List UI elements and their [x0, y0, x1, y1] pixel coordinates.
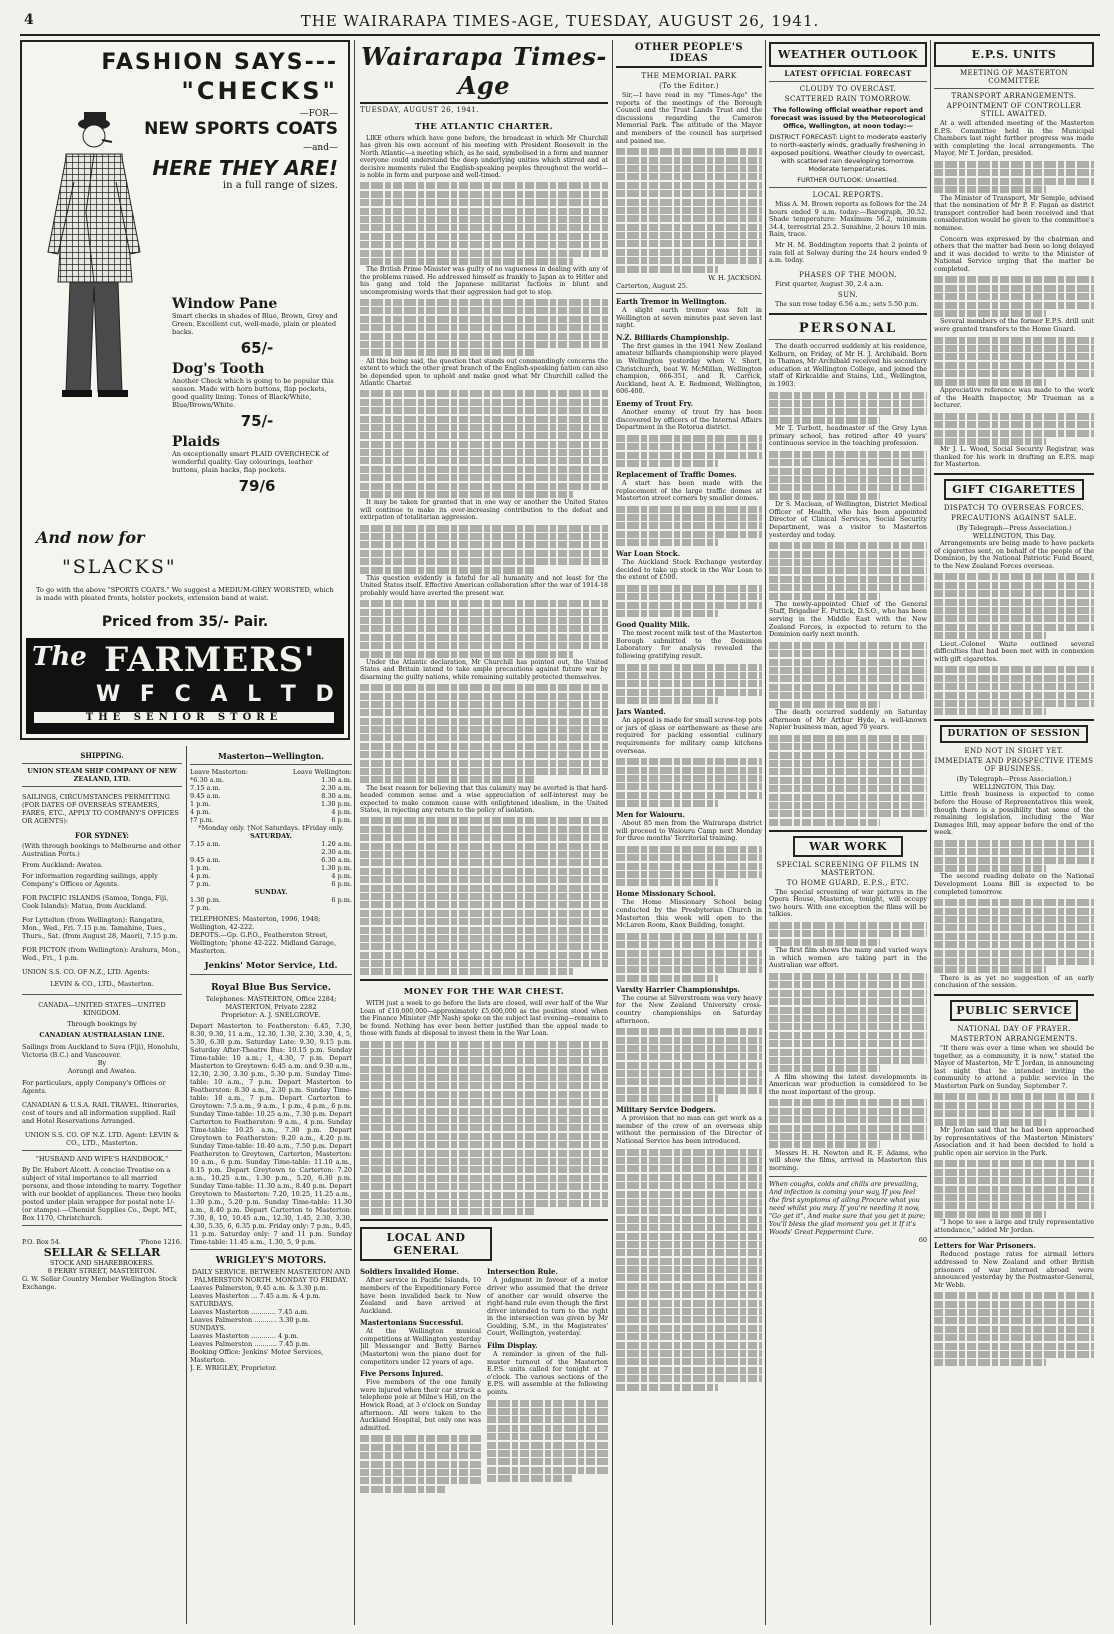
shipping-sydney-via: (With through bookings to Melbourne and other Australian Ports.): [22, 842, 181, 858]
bus-sunday: SUNDAY.: [254, 888, 288, 896]
weather-district: DISTRICT FORECAST: Light to moderate easterly to north-easterly winds, gradually freshening in exposed positions. Weather cloudy to overcast, with scattered rain developing tomorrow. Moderate temperatures.: [769, 133, 927, 173]
depart-wellington: 4 p.m.: [331, 808, 352, 816]
ad-headline: FASHION SAYS---: [101, 50, 338, 75]
session-subtitle-2: IMMEDIATE AND PROSPECTIVE ITEMS OF BUSINESS.: [934, 757, 1094, 774]
people-place: Carterton, August 25.: [616, 282, 688, 291]
gift-subtitle-2: PRECAUTIONS AGAINST SALE.: [951, 514, 1077, 523]
people-subtitle: THE MEMORIAL PARK: [641, 71, 737, 80]
bus-column: [190, 746, 352, 1626]
local-item-heading: Mastertonians Successful.: [360, 1318, 464, 1328]
depart-wellington: 6 p.m.: [331, 816, 352, 824]
wrigley-row: Leaves Palmerston ........... 3.30 p.m.: [190, 1316, 311, 1324]
shipping-sydney-info: For information regarding sailings, apply Company's Offices or Agents.: [22, 872, 158, 888]
bus-timetable-saturday: [190, 840, 352, 888]
column-rule: [612, 40, 613, 1625]
editorial-paragraph: Under the Atlantic declaration, Mr Churchill has pointed out, the United States and Britain intend to take ample precautions against future war by disarming the guilty nations, while remaining suitably protected themselves.: [360, 658, 608, 681]
depart-masterton: 1.30 p.m.: [190, 896, 221, 904]
gift-subtitle: DISPATCH TO OVERSEAS FORCES.: [943, 504, 1085, 513]
farmers-advertisement: [20, 40, 350, 740]
logo-sub: W F C A L T D: [96, 682, 340, 707]
people-item-heading: Good Quality Milk.: [616, 620, 690, 630]
public-service-paragraph: "I hope to see a large and truly representative attendance," added Mr Jordan.: [934, 1218, 1094, 1234]
war-work-paragraph: A film showing the latest developments in American war production is considered to be the most important of the group.: [769, 1072, 927, 1096]
local-item-heading: Intersection Rule.: [487, 1267, 558, 1277]
bus-timetable-sunday: [190, 896, 352, 912]
royal-blue-telephones: Telephones: MASTERTON, Office 2284; MASTERTON, Private 2282: [205, 995, 337, 1011]
local-item-heading: Film Display.: [487, 1341, 538, 1351]
royal-blue-heading: Royal Blue Bus Service.: [211, 983, 331, 993]
local-reports-2: Mr H. M. Boddington reports that 2 points of rain fell at Solway during the 24 hours ended 9 a.m. today.: [769, 240, 927, 265]
weather-column: [769, 40, 927, 1625]
timetable-row: [190, 808, 352, 816]
depart-masterton: 9.45 a.m.: [190, 856, 221, 864]
weather-further: FURTHER OUTLOOK: Unsettled.: [797, 176, 899, 184]
session-paragraph: The second reading debate on the National Development Loans Bill is expected to be completed tomorrow.: [934, 872, 1094, 896]
bus-note: *Monday only. †Not Saturdays. ‡Friday only.: [198, 824, 344, 832]
weather-intro: The following official weather report and forecast was issued by the Meteorological Office, Wellington, at noon today:—: [770, 106, 926, 130]
logo-the: The: [32, 642, 87, 672]
people-signature: W. H. JACKSON.: [708, 274, 762, 283]
wrigley-row: Leaves Masterton ... 7.45 a.m. & 4 p.m.: [190, 1292, 321, 1300]
sun-text: The sun rose today 6.56 a.m.; sets 5.50 p.m.: [775, 300, 919, 309]
people-item-heading: Replacement of Traffic Domes.: [616, 469, 737, 479]
gift-title: GIFT CIGARETTES: [944, 479, 1084, 500]
shipping-lyttelton: For Lyttelton (from Wellington): Rangatira, Mon., Wed., Fri. 7.15 p.m. Tamahine, Tues., Thurs., Sat. (from August 28, Maori), 7.15 p.m.: [22, 916, 178, 940]
ad-here-they-are: HERE THEY ARE!: [152, 156, 338, 180]
gift-paragraph: Arrangements are being made to have packets of cigarettes sent, on behalf of the people of the Dominion, by the National Patriotic Fund Board, to the New Zealand Forces overseas.: [934, 539, 1094, 570]
wrigley-row: Leaves Palmerston, 9.45 a.m. & 3.30 p.m.: [190, 1284, 328, 1292]
item-description: Smart checks in shades of Blue, Brown, Grey and Green. Excellent cut, well-made, plain or pleated backs.: [172, 312, 338, 336]
ad-and-now: And now for: [36, 528, 145, 547]
local-item-heading: Soldiers Invalided Home.: [360, 1267, 460, 1277]
wrigley-row: SATURDAYS.: [190, 1300, 234, 1308]
public-service-title: PUBLIC SERVICE: [950, 1000, 1078, 1021]
shipping-bookings: Through bookings by: [67, 1020, 137, 1028]
eps-title: E.P.S. UNITS: [971, 48, 1057, 61]
shipping-sydney-from: From Auckland: Awatea.: [22, 861, 104, 869]
local-item-text: After service in Pacific Islands, 10 members of the Expeditionary Force have been invalided back to New Zealand and have arrived at Auckland.: [360, 1276, 481, 1315]
local-item-text: At the Wellington musical competitions at Wellington yesterday Jill Messenger and Betty Barnes (Masterton) won the piano duet for competitors under 12 years of age.: [360, 1327, 481, 1366]
shipping-canada: CANADA—UNITED STATES—UNITED KINGDOM.: [38, 1001, 166, 1017]
timetable-row: [190, 776, 352, 784]
eps-column: [934, 40, 1094, 1625]
eps-subtitle-3: APPOINTMENT OF CONTROLLER STILL AWAITED.: [946, 102, 1082, 118]
wrigley-row: Booking Office: Jenkins' Motor Services, Masterton.: [190, 1348, 324, 1364]
money-title: MONEY FOR THE WAR CHEST.: [403, 987, 565, 998]
royal-blue-times: Depart Masterton to Featherston: 6.45, 7.30, 8.30, 9.30, 11 a.m., 12.30, 1.30, 2.30, 3.30, 4, 5, 5.30, 6.30 p.m. Saturday Late: 9.30, 9.15 p.m. Saturday After-Theatre Bus: 10.15 p.m. Sunday Time-table: 10 a.m.; 1, 4.30, 7 p.m. Depart Masterton to Greytown: 6.45 a.m. and 9.30 a.m., 12.30, 2.30, 3.30 p.m., 5.30 p.m. Sunday Time-table: 10 a.m., 7 p.m. Depart Masterton to Featherston: 8.30 a.m., 2.30 p.m. Sunday Time-table: 10 a.m., 7 p.m. Depart Carterton to Greytown: 7.5 a.m., 9 a.m., 1 p.m., 4 p.m., 6 p.m. Sunday Time-table: 10.25 a.m., 7.30 p.m. Depart Carterton to Featherston: 9 a.m., 4 p.m. Sunday Time-table: 10.25 a.m., 7.30 p.m. Depart Greytown to Featherston: 9.20 a.m., 4.20 p.m. Sunday Time-table: 10.40 a.m., 7.50 p.m. Depart Featherston to Greytown, Carterton, Masterton: 10 a.m., 6 p.m. Sunday Time-table: 11.10 a.m., 8.15 p.m. Depart Greytown to Carterton: 7.20 a.m., 10.25 a.m., 1.30 p.m., 5.20, 6.30 p.m. Sunday Time-table: 11.30 a.m., 8.40 p.m. Depart Greytown to Masterton: 7.20, 10.25, 11.25 a.m., 1.30 p.m., 5.20 p.m. Sunday Time-table: 11.30 a.m., 8.40 p.m. Depart Carterton to Masterton: 7.30, 8, 10, 10.45 a.m., 12.30, 1.45, 2.30, 3.30, 4.30, 5.35, 6, 6.35 p.m. Friday only: 7 p.m., 9.45, 11 p.m. Saturday only: 7 and 11 p.m. Sunday Time-table: 11.45 a.m., 1.30, 5, 9 p.m.: [190, 1022, 352, 1246]
people-item-text: The Auckland Stock Exchange yesterday decided to take up stock in the War Loan to the extent of £500.: [616, 558, 762, 582]
local-item-text: A reminder is given of the full-muster turnout of the Masterton E.P.S. units called for tonight at 7 o'clock. The various sections of the E.P.S. will assemble at the following points.: [487, 1350, 608, 1397]
depart-masterton: 7.15 a.m.: [190, 784, 221, 792]
timetable-row: [190, 856, 352, 864]
gift-byline: (By Telegraph—Press Association.) WELLINGTON, This Day.: [956, 524, 1072, 541]
shipping-ships: Aorangi and Awatea.: [67, 1067, 137, 1075]
item-description: Another Check which is going to be popular this season. Made with horn buttons, flap pockets, good quality lining. Tones of Black/White, Blue/Brown/White.: [172, 377, 334, 409]
timetable-row: [190, 840, 352, 848]
war-work-paragraph: The first film shows the many and varied ways in which women are taking part in the Australian war effort.: [769, 946, 927, 970]
logo-tagline: THE SENIOR STORE: [34, 712, 334, 723]
depart-masterton: 7.15 a.m.: [190, 840, 221, 848]
public-service-paragraph: Mr Jordan said that he had been approached by representatives of the Masterton Ministers' Association and it had been decided to hold a public open air service in the Park.: [934, 1126, 1094, 1157]
page-header: [20, 10, 1100, 36]
public-service-paragraph: "If there was ever a time when we should be together, as a community, it is now," stated the Mayor of Masterton, Mr T. Jordan, in announcing last night that he intended inviting the community to attend a public service in the Masterton Park on Sunday, September 7.: [934, 1043, 1094, 1090]
ad-price-line: Priced from 35/- Pair.: [101, 614, 269, 630]
shipping-agents-title: UNION S.S. CO. OF N.Z., LTD. Agents:: [22, 968, 150, 976]
coat-item-list: [172, 292, 342, 498]
bus-saturday: SATURDAY.: [250, 832, 292, 840]
ad-slacks: "SLACKS": [62, 556, 177, 578]
local-general-title: LOCAL AND GENERAL: [360, 1227, 492, 1261]
people-item-heading: Men for Waiouru.: [616, 810, 685, 820]
farmers-logo: [26, 638, 344, 734]
session-paragraph: Little fresh business is expected to come before the House of Representatives this week, though there is a possibility that some of the remaining legislation, including the War Damages Bill, may appear before the end of the week.: [934, 790, 1094, 837]
timetable-row: [190, 896, 352, 904]
bus-col-masterton: Leave Masterton:: [190, 768, 248, 776]
session-paragraph: There is as yet no suggestion of an early conclusion of the session.: [934, 973, 1094, 990]
bus-timetable-weekday: [190, 776, 352, 824]
war-work-subtitle: SPECIAL SCREENING OF FILMS IN MASTERTON.: [776, 860, 920, 877]
letters-prisoners-heading: Letters for War Prisoners.: [934, 1241, 1036, 1251]
ad-sports-coats: NEW SPORTS COATS: [144, 119, 338, 139]
sellar-phone: 'Phone 1216.: [139, 1238, 182, 1246]
sellar-name: SELLAR & SELLAR: [43, 1246, 161, 1259]
people-item-text: The most recent milk test of the Masterton Borough submitted to the Dominion Laboratory for analysis revealed the following gratifying result.: [616, 629, 762, 660]
depart-wellington: 1.30 p.m.: [321, 864, 352, 872]
session-subtitle: END NOT IN SIGHT YET.: [964, 747, 1064, 756]
bus-depots: DEPOTS.—Gp. G.P.O., Featherston Street, Wellington; 'phone 42-222. Midland Garage, Masterton.: [190, 931, 337, 955]
session-byline: (By Telegraph—Press Association.) WELLINGTON, This Day.: [956, 775, 1072, 792]
local-item-heading: Five Persons Injured.: [360, 1369, 444, 1379]
public-service-subtitle: NATIONAL DAY OF PRAYER.: [957, 1024, 1071, 1033]
timetable-row: [190, 792, 352, 800]
shipping-agents: LEVIN & CO., LTD., Masterton.: [50, 980, 154, 988]
page-number: 4: [24, 12, 34, 28]
war-work-paragraph: The special screening of war pictures in the Opera House, Masterton, tonight, will occupy two hours. With one exception the films will be talkies.: [769, 887, 927, 919]
people-letter: Sir,—I have read in my "Times-Age" the reports of the meetings of the Borough Council and the Trust Lands Trust and the discussions regarding the Cameron Memorial Park. The attitude of the Mayor and members of the council has surprised and pained me.: [616, 91, 762, 145]
depart-wellington: 6 p.m.: [331, 880, 352, 888]
depart-wellington: 8.30 a.m.: [321, 792, 352, 800]
timetable-row: [190, 872, 352, 880]
local-reports: Miss A. M. Brown reports as follows for the 24 hours ended 9 a.m. today:—Barograph, 30.52. Shade temperature: Maximum 56.2, minimum 34.4, terrestrial 25.2. Sunshine, 2 hours 10 min. Rain, trace.: [769, 200, 927, 239]
personal-paragraph: The newly-appointed Chief of the General Staff, Brigadier E. Puttick, D.S.O., who has been serving in the Middle East with the New Zealand Forces, is expected to return to the Dominion early next month.: [769, 599, 927, 639]
depart-wellington: 2.30 a.m.: [321, 848, 352, 856]
war-work-title: WAR WORK: [793, 836, 903, 857]
shipping-cal: CANADIAN AUSTRALASIAN LINE.: [39, 1031, 165, 1039]
moon-title: PHASES OF THE MOON.: [799, 270, 897, 279]
people-item-heading: Varsity Harrier Championships.: [616, 984, 740, 994]
depart-wellington: 6 p.m.: [331, 896, 352, 904]
people-item-text: A provision that no man can get work as a member of the crew of an overseas ship without the permission of the Director of National Service has been introduced.: [616, 1114, 762, 1146]
shipping-by: By: [97, 1059, 107, 1067]
local-col-right: [487, 1264, 608, 1494]
column-rule: [354, 40, 355, 1625]
column-rule: [186, 746, 187, 1624]
letters-column: [616, 40, 762, 1625]
shipping-sydney: FOR SYDNEY:: [75, 831, 129, 840]
sellar-contacts: [22, 1238, 182, 1246]
weather-subtitle: LATEST OFFICIAL FORECAST: [784, 69, 912, 78]
people-item-text: An appeal is made for small screw-top pots or jars of glass or earthenware as these are required for packing essential culinary requirements for military camp kitchens overseas.: [616, 716, 762, 755]
royal-blue-proprietor: Proprietor: A. J. SNELGROVE.: [221, 1011, 321, 1019]
eps-paragraph: Mr J. L. Wood, Social Security Registrar, was thanked for his work in drafting an E.P.S. map for Masterton.: [934, 445, 1094, 469]
bus-col-wellington: Leave Wellington:: [292, 768, 352, 776]
coat-item: [172, 361, 342, 430]
ad-and: —and—: [303, 143, 338, 153]
wrigley-sub: DAILY SERVICE. BETWEEN MASTERTON AND PALMERSTON NORTH. MONDAY TO FRIDAY.: [191, 1268, 351, 1284]
depart-masterton: 1 p.m.: [190, 800, 211, 808]
local-col-left: [360, 1264, 481, 1494]
wrigley-timetable: [190, 1284, 352, 1372]
depart-wellington: 1.20 a.m.: [321, 840, 352, 848]
timetable-row: [190, 848, 352, 856]
coat-item: [172, 434, 342, 495]
wrigley-row: Leaves Masterton ............ 4 p.m.: [190, 1332, 299, 1340]
editorial-paragraph: All this being said, the question that stands out commandingly concerns the extent to which the other great branch of the English-speaking nation can also be depended upon to uphold and make good what Mr Churchill called the Atlantic Charter.: [360, 357, 608, 387]
eps-subtitle-2: TRANSPORT ARRANGEMENTS.: [951, 92, 1077, 100]
personal-paragraph: The death occurred suddenly on Saturday afternoon of Mr Arthur Hyde, a well-known Napier business man, aged 70 years.: [769, 707, 927, 732]
bus-columns: [190, 768, 352, 776]
letters-prisoners-text: Reduced postage rates for airmail letters addressed to New Zealand and other British prisoners of war interned abroad were announced yesterday by the Postmaster-General, Mr Webb.: [934, 1250, 1094, 1289]
eps-paragraph: At a well attended meeting of the Masterton E.P.S. Committee held in the Municipal Chambers last night further progress was made with completing the local arrangements. The Mayor, Mr T. Jordan, presided.: [934, 119, 1094, 158]
personal-paragraph: Dr S. Maclean, of Wellington, District Medical Officer of Health, who has been appointed Director of Clinical Services, Social Security Department, was a visitor to Masterton yesterday and today.: [769, 500, 927, 539]
shipping-notice: SAILINGS, CIRCUMSTANCES PERMITTING (FOR DATES OF OVERSEAS STEAMERS, FARES, ETC., APPLY TO COMPANY'S OFFICES OR AGENTS):: [22, 793, 179, 825]
public-service-subtitle-2: MASTERTON ARRANGEMENTS.: [950, 1034, 1078, 1043]
depart-masterton: 7 p.m.: [190, 904, 211, 912]
people-item-heading: Jars Wanted.: [616, 707, 666, 717]
wrigley-row: Leaves Palmerston ........... 7.45 p.m.: [190, 1340, 311, 1348]
depart-wellington: 1.30 p.m.: [321, 800, 352, 808]
moon-text: First quarter, August 30, 2.4 a.m.: [775, 279, 884, 288]
depart-wellington: 4 p.m.: [331, 872, 352, 880]
ad-for: —FOR—: [299, 109, 338, 119]
item-name: Plaids: [172, 434, 220, 450]
item-description: An exceptionally smart PLAID OVERCHECK of wonderful quality. Gay colourings, leather buttons, plain backs, flap pockets.: [172, 450, 329, 474]
depart-masterton: *6.30 a.m.: [190, 776, 224, 784]
eps-box: [934, 42, 1094, 67]
people-item-text: A slight earth tremor was felt in Wellington at seven minutes past seven last night.: [616, 306, 762, 330]
depart-masterton: 4 p.m.: [190, 808, 211, 816]
ad-checks: "CHECKS": [181, 77, 338, 105]
weather-box: [769, 42, 927, 67]
depart-masterton: 7 p.m.: [190, 880, 211, 888]
timetable-row: [190, 904, 352, 912]
item-price: 75/-: [240, 412, 274, 430]
editorial-lead: LIKE others which have gone before, the broadcast in which Mr Churchill has given his own account of his meeting with President Roosevelt in the North Atlantic—a meeting which, as he said, symbolised in a form and manner everyone could understand the deep underlying unities which stirred and at decisive moments ruled the English-speaking peoples throughout the world—is noble in form and purpose and well-timed.: [360, 135, 608, 180]
people-item-heading: Home Missionary School.: [616, 889, 716, 899]
page-title: THE WAIRARAPA TIMES-AGE, TUESDAY, AUGUST 26, 1941.: [300, 12, 820, 30]
bus-heading: Masterton—Wellington.: [218, 751, 324, 761]
depart-wellington: 1.30 a.m.: [321, 776, 352, 784]
people-item-text: A start has been made with the replacement of the large traffic domes at Masterton street corners by smaller domes.: [616, 478, 762, 503]
people-item-text: About 85 men from the Wairarapa district will proceed to Waiouru Camp next Monday for three months' Territorial training.: [616, 819, 762, 843]
shipping-heading: SHIPPING.: [80, 751, 124, 760]
logo-name: FARMERS': [104, 640, 316, 680]
depart-masterton: †7 p.m.: [190, 816, 214, 824]
people-item-text: The course at Silverstream was very heavy for the New Zealand University cross-country championships on Saturday afternoon.: [616, 993, 762, 1025]
coat-item: [172, 296, 342, 357]
shipping-picton: FOR PICTON (from Wellington): Arahura, Mon., Wed., Fri., 1 p.m.: [22, 946, 181, 962]
shipping-company: UNION STEAM SHIP COMPANY OF NEW ZEALAND, LTD.: [27, 767, 177, 783]
book-description: By Dr. Hubert Alcott. A concise Treatise on a subject of vital importance to all married persons, and those intending to marry. Together with our booklet of appliances. These two books posted under plain wrapper for postal note 1/- (or stamps).—Chemist Supplies Co., Dept. MT., Box 1170, Christchurch.: [22, 1166, 182, 1222]
depart-wellington: 6.30 a.m.: [321, 856, 352, 864]
eps-paragraph: Appreciative reference was made to the work of the Health Inspector, Mr Trueman as a lecturer.: [934, 385, 1094, 410]
wrigley-row: Leaves Masterton ............ 7.45 a.m.: [190, 1308, 309, 1316]
peppermint-cure-number: 60: [918, 1235, 927, 1244]
eps-paragraph: The Minister of Transport, Mr Semple, advised that the nomination of Mr P. F. Fagan as district transport controller had been received and that consideration would be given to the committee's nominee.: [934, 193, 1094, 232]
item-price: 65/-: [240, 339, 274, 357]
timetable-row: [190, 864, 352, 872]
ad-slacks-description: To go with the above "SPORTS COATS." We suggest a MEDIUM-GREY WORSTED, which is made with pleated fronts, holster pockets, extension band at waist.: [36, 586, 334, 602]
peppermint-cure-advert: When coughs, colds and chills are prevailing, And infection is coming your way, If you feel the first symptoms of ailing Procure what you need whilst you may. If you're needing it now, "Go get it", And make sure that you get it pure; You'll bless the glad moment you get it If it's Woods' Great Peppermint Cure.: [769, 1179, 926, 1236]
timetable-row: [190, 800, 352, 808]
local-item-text: Five members of the one family were injured when their car struck a telephone pole at Milne's Hill, on the Howick Road, at 3 o'clock on Sunday afternoon. All were taken to the Auckland Hospital, but only one was admitted.: [360, 1378, 481, 1432]
eps-paragraph: Concern was expressed by the chairman and others that the matter had been so long delayed and it was decided to write to the Minister of National Service urging that the matter be completed.: [934, 234, 1094, 273]
depart-masterton: 9.45 a.m.: [190, 792, 221, 800]
editorial-paragraph: It may be taken for granted that in one way or another the United States will continue to make its ever-increasing contribution to the defeat and extirpation of totalitarian aggression.: [360, 499, 608, 522]
eps-subtitle: MEETING OF MASTERTON COMMITTEE: [959, 69, 1069, 85]
editorial-paragraph: This question evidently is fateful for all humanity and not least for the United States itself. Effective American collaboration after the war of 1914-18 probably would have averted the present war.: [360, 574, 608, 597]
shipping-column: [22, 746, 182, 1626]
sellar-member: G. W. Sellar Country Member Wellington Stock Exchange.: [22, 1275, 177, 1291]
timetable-row: [190, 880, 352, 888]
shipping-pacific: FOR PACIFIC ISLANDS (Samoa, Tonga, Fiji, Cook Islands): Matua, from Auckland.: [22, 894, 169, 910]
people-item-text: The Home Missionary School being conducted by the Presbyterian Church in Masterton this week will open to the McLaren Room, Knox Building, tonight.: [616, 898, 762, 930]
timetable-row: [190, 784, 352, 792]
sellar-po-box: P.O. Box 54.: [22, 1238, 61, 1246]
eps-paragraph: Several members of the former E.P.S. drill unit were granted transfers to the Home Guard.: [934, 317, 1094, 334]
timetable-row: [190, 816, 352, 824]
people-editor: (To the Editor.): [659, 82, 719, 90]
personal-paragraph: The death occurred suddenly at his residence, Kelburn, on Friday, of Mr H. J. Archibald. Born in Thames, Mr Archibald received his secondary education at Wellington College, and joined the staff of Kirkcaldie and Stains, Ltd., Wellington, in 1903.: [769, 341, 927, 388]
sellar-sub: STOCK AND SHAREBROKERS.: [50, 1259, 154, 1267]
depart-masterton: 1 p.m.: [190, 864, 211, 872]
item-name: Dog's Tooth: [172, 361, 265, 377]
people-title: OTHER PEOPLE'S IDEAS: [616, 42, 762, 68]
newspaper-flag: Wairarapa Times-Age: [360, 40, 608, 104]
editorial-title: THE ATLANTIC CHARTER.: [414, 122, 554, 132]
gift-paragraph: Lieut.-Colonel Waite outlined several difficulties that had been met with in connexion with gift cigarettes.: [934, 639, 1094, 663]
shipping-rail: CANADIAN & U.S.A. RAIL TRAVEL. Itineraries, cost of tours and all information supplied. Rail and Hotel Reservations Arranged.: [22, 1101, 179, 1125]
ad-range: in a full range of sizes.: [222, 180, 338, 191]
local-general-body: [360, 1264, 608, 1494]
people-item-heading: Enemy of Trout Fry.: [616, 398, 693, 408]
shipping-agent2: UNION S.S. CO. OF N.Z. LTD. Agent: LEVIN & CO., LTD., Masterton.: [24, 1131, 180, 1147]
people-item-heading: N.Z. Billiards Championship.: [616, 332, 730, 342]
personal-paragraph: Mr T. Turbott, headmaster of the Grey Lynn primary school, has retired after 49 years' continuous service in the teaching profession.: [769, 424, 927, 448]
shipping-cal-sailings: Sailings from Auckland to Suva (Fiji), Honolulu, Victoria (B.C.) and Vancouver.: [22, 1043, 180, 1059]
item-price: 79/6: [238, 477, 276, 495]
wrigley-row: J. E. WRIGLEY, Proprietor.: [190, 1364, 277, 1372]
weather-cloudy: CLOUDY TO OVERCAST.: [799, 85, 897, 93]
people-item-heading: Military Service Dodgers.: [616, 1105, 716, 1115]
weather-title: WEATHER OUTLOOK: [778, 48, 918, 61]
man-in-check-coat-illustration: [36, 102, 156, 402]
war-work-subtitle-2: TO HOME GUARD, E.P.S., ETC.: [786, 878, 910, 887]
editorial-column: [360, 40, 608, 1625]
bus-telephones: TELEPHONES: Masterton, 1996, 1948; Wellington, 42-222.: [190, 915, 321, 931]
wrigley-heading: WRIGLEY'S MOTORS.: [215, 1256, 327, 1266]
personal-title: PERSONAL: [798, 320, 898, 336]
depart-wellington: 2.30 a.m.: [321, 784, 352, 792]
people-item-text: The first games in the 1941 New Zealand amateur billiards championship were played in Wellington yesterday when V. Short, Christchurch, beat W. McMillan, Wellington champion, 666-351, and R. Carrick, Auckland, beat A. E. Redmond, Wellington, 606-400.: [616, 341, 762, 396]
editorial-paragraph: The best reason for believing that this calamity may be averted is that hard-headed common sense and a wise appreciation of self-interest may be expected to make common cause with enlightened idealism, in the United States, in rejecting any return to the policy of isolation.: [360, 784, 608, 815]
wrigley-row: SUNDAYS.: [190, 1324, 226, 1332]
sun-title: SUN.: [837, 291, 859, 300]
editorial-paragraph: The British Prime Minister was guilty of no vagueness in dealing with any of the problems raised. He addressed himself as frankly to Japan as to Hitler and his gang and told the Japanese militarist factions in blunt and uncompromising words that their aggression had got to stop.: [360, 266, 608, 296]
local-item-text: A judgment in favour of a motor driver who assumed that the driver of another car would observe the right-hand rule even though the first driver intended to turn to the right in the intersection was given by Mr Goulding, S.M., in the Magistrates' Court, Wellington, yesterday.: [487, 1276, 608, 1338]
weather-rain: SCATTERED RAIN TOMORROW.: [784, 95, 912, 103]
item-name: Window Pane: [172, 296, 278, 312]
people-item-heading: Earth Tremor in Wellington.: [616, 297, 727, 307]
shipping-particulars: For particulars, apply Company's Offices or Agents.: [22, 1079, 166, 1095]
session-title: DURATION OF SESSION: [940, 725, 1088, 743]
sellar-address: 8 PERRY STREET, MASTERTON.: [47, 1267, 157, 1275]
people-item-text: Another enemy of trout fry has been discovered by officers of the Internal Affairs Department in the Rotorua district.: [616, 407, 762, 432]
editorial-dateline: TUESDAY, AUGUST 26, 1941.: [360, 106, 480, 114]
local-reports-title: LOCAL REPORTS.: [812, 191, 884, 199]
money-paragraph: WITH just a week to go before the lists are closed, well over half of the War Loan of £10,000,000—approximately £5,600,000 as the position stood when the Finance Minister (Mr Nash) spoke on the subject last evening—remains to be found. Nothing has ever been better justified than the appeal made to those with funds at disposal to invest them in the War Loan.: [360, 1000, 608, 1038]
war-work-paragraph: Messrs H. H. Newton and R. F. Adams, who will show the films, arrived in Masterton this morning.: [769, 1148, 927, 1172]
column-rule: [930, 40, 931, 1625]
depart-masterton: 4 p.m.: [190, 872, 211, 880]
book-title: "HUSBAND AND WIFE'S HANDBOOK.": [35, 1155, 169, 1163]
column-rule: [765, 40, 766, 1625]
people-item-heading: War Loan Stock.: [616, 549, 681, 559]
jenkins-heading: Jenkins' Motor Service, Ltd.: [204, 961, 338, 971]
